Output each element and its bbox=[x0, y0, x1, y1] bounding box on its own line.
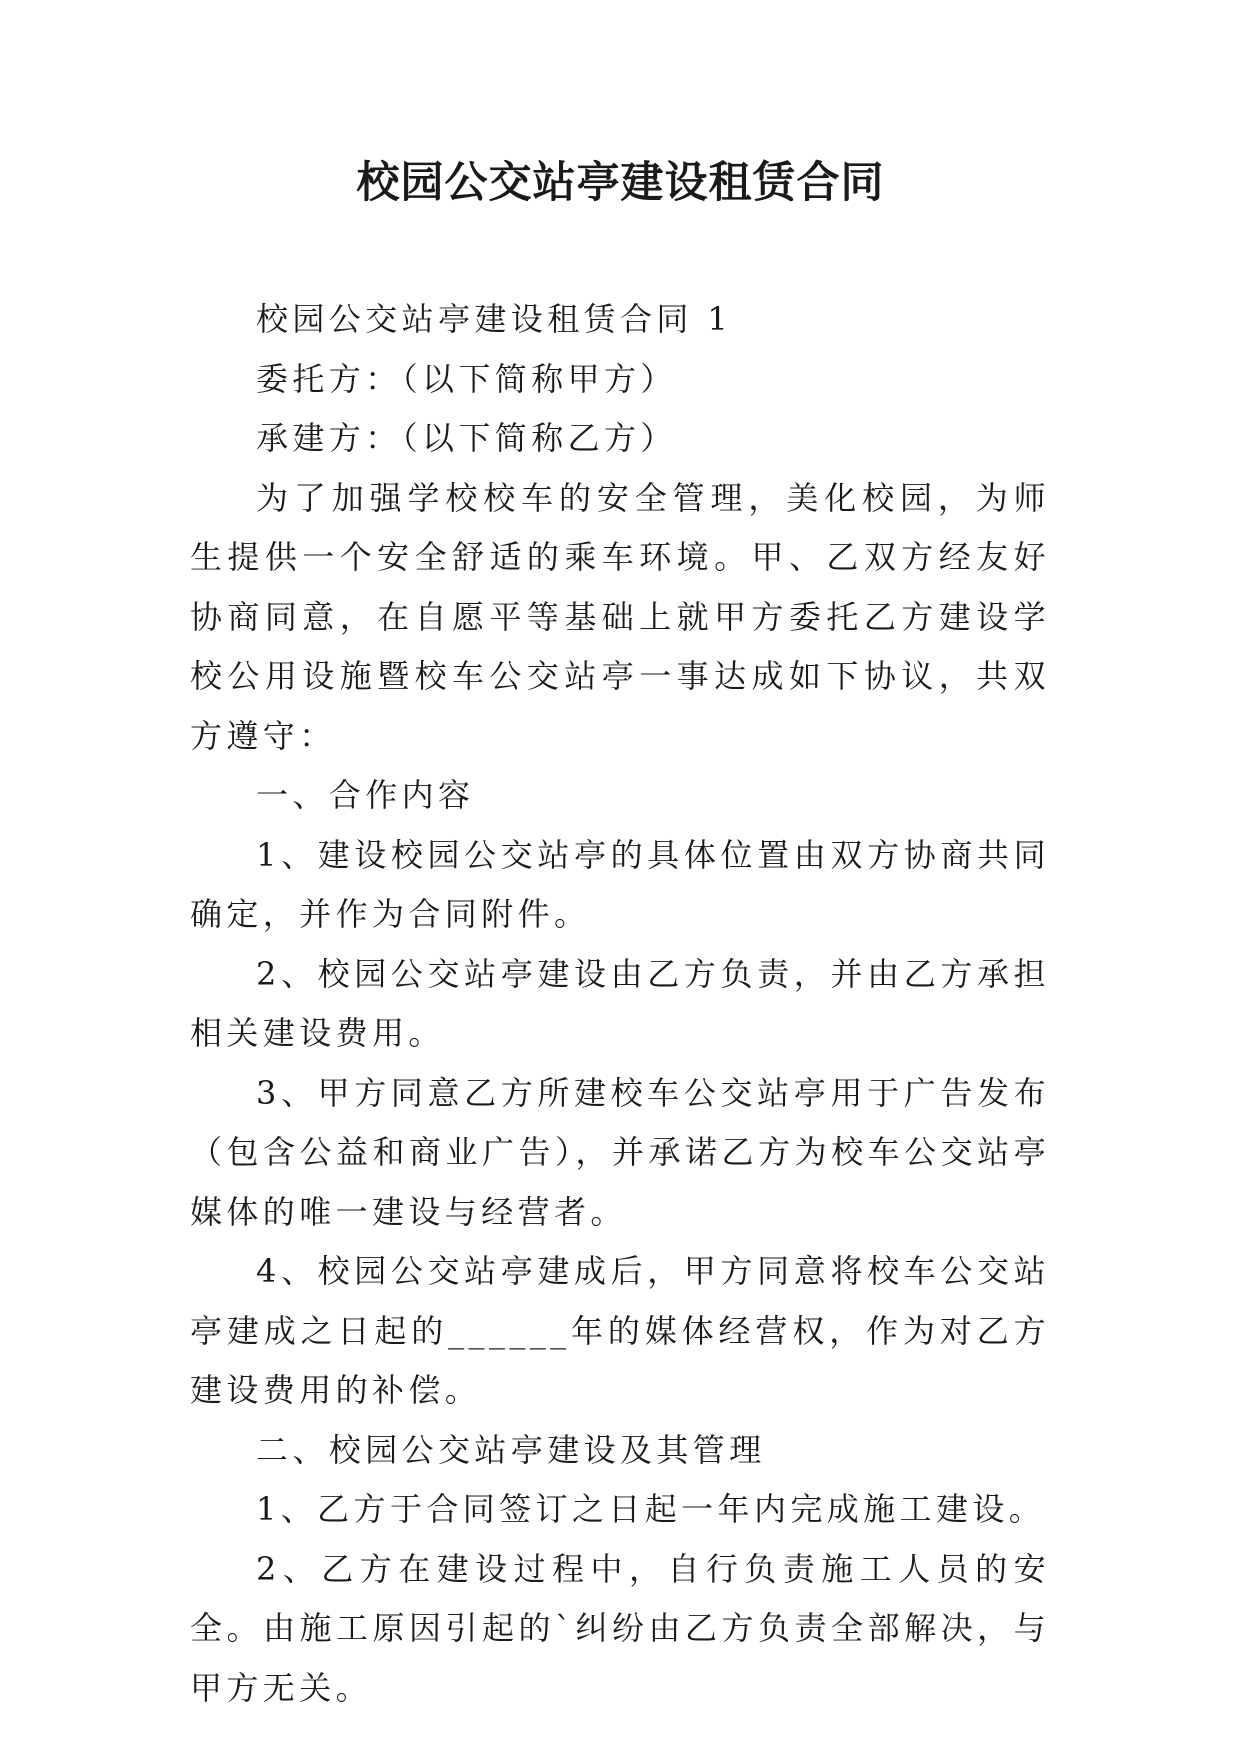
document-body bbox=[190, 290, 1050, 1718]
document-title: 校园公交站亭建设租赁合同 bbox=[356, 158, 885, 208]
party-a-line: 委托方：（以下简称甲方） bbox=[256, 359, 677, 398]
clause-2-2: 2、乙方在建设过程中，自行负责施工人员的安全。由施工原因引起的`纠纷由乙方负责全部解决，与甲方无关。 bbox=[190, 1549, 1050, 1707]
clause-1-1: 1、建设校园公交站亭的具体位置由双方协商共同确定，并作为合同附件。 bbox=[190, 835, 1050, 933]
preamble-paragraph: 为了加强学校校车的安全管理，美化校园，为师生提供一个安全舒适的乘车环境。甲、乙双方经友好协商同意，在自愿平等基础上就甲方委托乙方建设学校公用设施暨校车公交站亭一事达成如下协议，共双方遵守： bbox=[190, 478, 1050, 755]
section-heading-cooperation: 一、合作内容 bbox=[256, 776, 475, 814]
clause-1-3: 3、甲方同意乙方所建校车公交站亭用于广告发布（包含公益和商业广告），并承诺乙方为校车公交站亭媒体的唯一建设与经营者。 bbox=[190, 1073, 1050, 1231]
section-heading-construction: 二、校园公交站亭建设及其管理 bbox=[256, 1430, 766, 1469]
clause-1-4: 4、校园公交站亭建成后，甲方同意将校车公交站亭建成之日起的______年的媒体经营权，作为对乙方建设费用的补偿。 bbox=[190, 1252, 1050, 1409]
clause-2-1: 1、乙方于合同签订之日起一年内完成施工建设。 bbox=[256, 1490, 1046, 1528]
contract-heading-line: 校园公交站亭建设租赁合同 1 bbox=[256, 300, 733, 338]
clause-1-2: 2、校园公交站亭建设由乙方负责，并由乙方承担相关建设费用。 bbox=[190, 954, 1050, 1052]
party-b-line: 承建方：（以下简称乙方） bbox=[256, 419, 677, 457]
